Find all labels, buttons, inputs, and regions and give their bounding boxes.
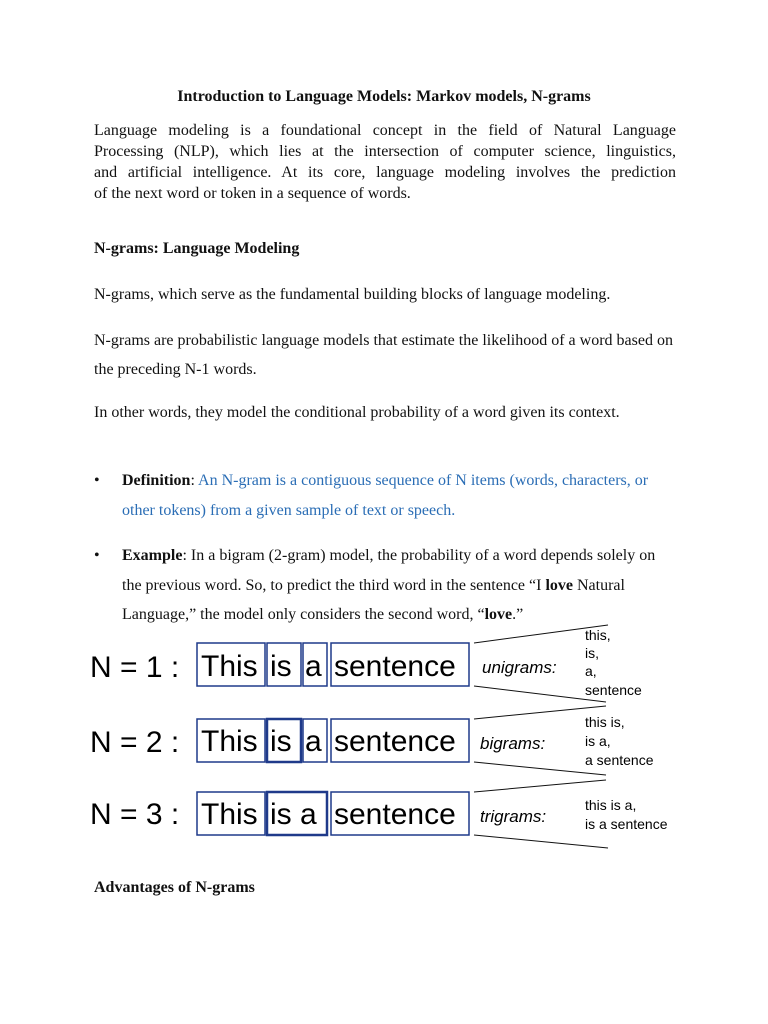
intro-line: and artificial intelligence. At its core, language modeling involves the prediction — [94, 164, 676, 181]
bullet-dot-icon: • — [94, 547, 100, 564]
bullet-dot-icon: • — [94, 472, 100, 489]
example-bold-word: love — [545, 576, 573, 594]
bullet-text — [122, 466, 662, 525]
section-heading-ngrams: N-grams: Language Modeling — [94, 240, 300, 257]
token-text: is a — [270, 798, 317, 831]
token-text: a — [305, 725, 322, 758]
row-label: N = 2 : — [90, 726, 180, 759]
paragraph-ngrams-probabilistic: N-grams are probabilistic language models that estimate the likelihood of a word based on the preceding N-1 words. — [94, 332, 673, 378]
bullet-separator: : — [190, 472, 199, 489]
token-text: This — [201, 725, 258, 758]
bracket-line — [474, 835, 608, 848]
ngram-diagram — [0, 610, 768, 860]
token-text: sentence — [334, 725, 456, 758]
ngram-type-label: unigrams: — [482, 658, 557, 677]
token-text: is — [270, 725, 292, 758]
bullet-label: Definition — [122, 472, 191, 489]
example-text-middle: Natural Language,” the model only considers the second word, “ — [122, 576, 625, 623]
example-text-after: .” — [512, 606, 524, 623]
bullet-separator: : — [182, 547, 191, 564]
bullet-label: Example — [122, 547, 183, 564]
ngram-output: a sentence — [585, 752, 654, 768]
token-text: This — [201, 650, 258, 683]
example-text-before: In a bigram (2-gram) model, the probability of a word depends solely on the previous word. So, to predict the third word in the sentence “I — [122, 547, 656, 594]
intro-line: Language modeling is a foundational concept in the field of Natural Language — [94, 122, 676, 139]
ngram-output: is a sentence — [585, 816, 668, 832]
bracket-line — [474, 780, 606, 792]
token-text: sentence — [334, 650, 456, 683]
definition-text: An N-gram is a contiguous sequence of N items (words, characters, or other tokens) from a given sample of text or speech. — [122, 472, 649, 519]
paragraph-ngrams-blocks: N-grams, which serve as the fundamental building blocks of language modeling. — [94, 286, 611, 303]
row-label: N = 1 : — [90, 651, 180, 684]
example-bold-word: love — [484, 606, 513, 623]
ngram-output: is a, — [585, 733, 611, 749]
row-label: N = 3 : — [90, 798, 180, 831]
ngram-output: is, — [585, 645, 599, 661]
ngram-output: this is, — [585, 714, 625, 730]
intro-paragraph — [94, 120, 676, 204]
token-text: a — [305, 650, 322, 683]
ngram-output: sentence — [585, 682, 642, 698]
page-title: Introduction to Language Models: Markov models, N-grams — [177, 88, 591, 105]
paragraph-conditional-probability: In other words, they model the conditional probability of a word given its context. — [94, 404, 620, 421]
intro-line: of the next word or token in a sequence of words. — [94, 185, 411, 202]
section-heading-advantages: Advantages of N-grams — [94, 879, 255, 896]
ngram-output: this is a, — [585, 797, 637, 813]
intro-line: Processing (NLP), which lies at the intersection of computer science, linguistics, — [94, 143, 676, 160]
ngram-output: a, — [585, 663, 597, 679]
ngram-type-label: bigrams: — [480, 734, 546, 753]
token-text: is — [270, 650, 292, 683]
token-text: This — [201, 798, 258, 831]
ngram-type-label: trigrams: — [480, 807, 547, 826]
token-text: sentence — [334, 798, 456, 831]
ngram-output: this, — [585, 627, 611, 643]
